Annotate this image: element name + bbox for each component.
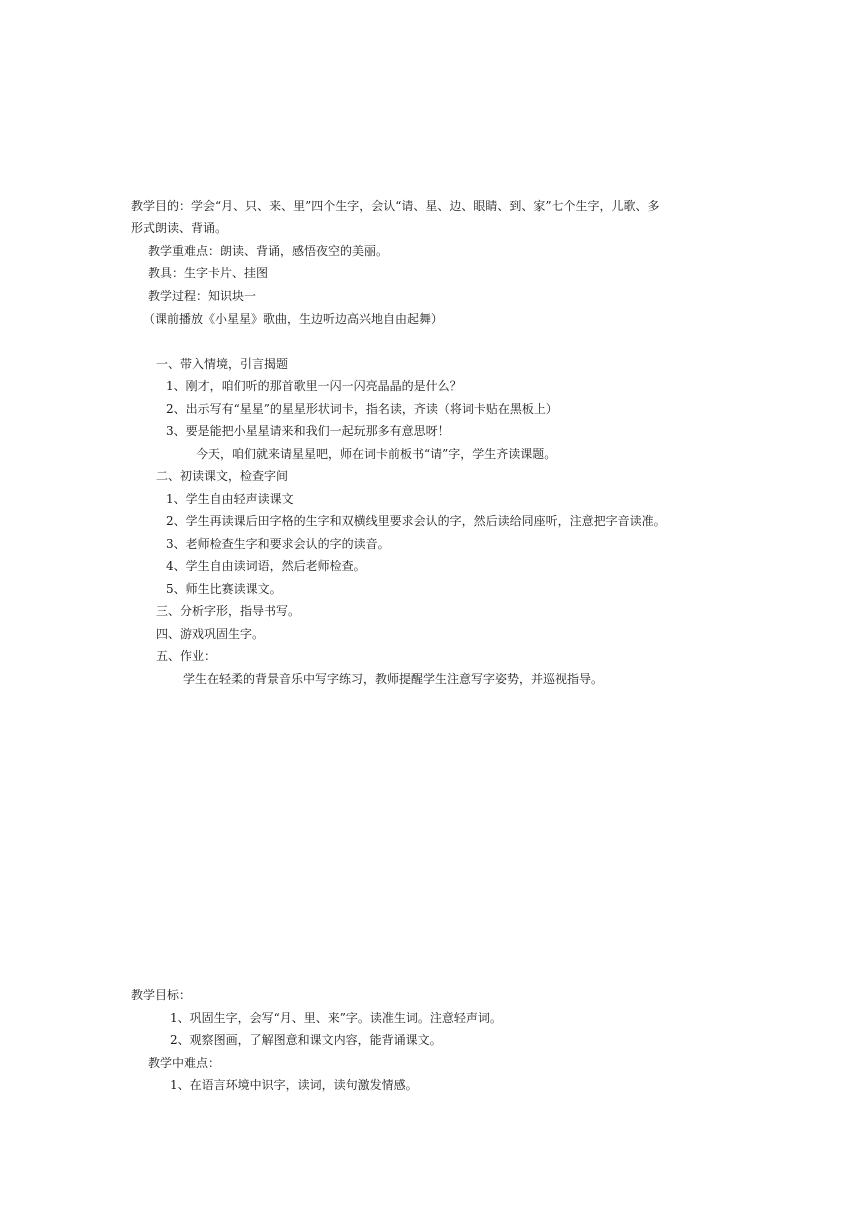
step2-item: 5、师生比赛读课文。 <box>166 582 282 596</box>
step5-content: 学生在轻柔的背景音乐中写字练习，教师提醒学生注意写字姿势，并巡视指导。 <box>183 672 604 686</box>
teaching-tools: 教具：生字卡片、挂图 <box>148 266 269 280</box>
pre-class-note: （课前播放《小星星》歌曲，生边听边高兴地自由起舞） <box>143 312 444 326</box>
step2-item: 4、学生自由读词语，然后老师检查。 <box>166 559 366 573</box>
teaching-difficulty: 教学重难点：朗读、背诵，感悟夜空的美丽。 <box>148 244 389 258</box>
teaching-objective-line1: 教学目的：学会“月、只、来、里”四个生字，会认“请、星、边、眼睛、到、家”七个生字，儿歌、多 <box>131 199 660 213</box>
teaching-process: 教学过程：知识块一 <box>148 289 257 303</box>
step1-item: 3、要是能把小星星请来和我们一起玩那多有意思呀！ <box>166 424 450 438</box>
section2-objective-item: 2、观察图画，了解图意和课文内容，能背诵课文。 <box>170 1033 442 1047</box>
step3-heading: 三、分析字形，指导书写。 <box>156 604 301 618</box>
section2-difficulty-item: 1、在语言环境中识字，读词，读句激发情感。 <box>170 1078 418 1092</box>
step2-item: 3、老师检查生字和要求会认的字的读音。 <box>166 537 390 551</box>
step5-heading: 五、作业： <box>156 649 217 663</box>
step2-item: 1、学生自由轻声读课文 <box>166 492 294 506</box>
step2-heading: 二、初读课文，检查字间 <box>156 469 289 483</box>
step1-note: 今天，咱们就来请星星吧，师在词卡前板书“请”字，学生齐读课题。 <box>196 447 557 461</box>
section2-objective-item: 1、巩固生字，会写“月、里、来”字。读准生词。注意轻声词。 <box>170 1011 502 1025</box>
teaching-objective-line2: 形式朗读、背诵。 <box>131 221 228 235</box>
step1-heading: 一、带入情境，引言揭题 <box>156 357 289 371</box>
section2-difficulty-heading: 教学中难点： <box>148 1056 221 1070</box>
step1-item: 1、刚才，咱们听的那首歌里一闪一闪亮晶晶的是什么？ <box>166 379 462 393</box>
section2-objective-heading: 教学目标： <box>131 988 192 1002</box>
step4-heading: 四、游戏巩固生字。 <box>156 627 265 641</box>
step2-item: 2、学生再读课后田字格的生字和双横线里要求会认的字，然后读给同座听，注意把字音读准。 <box>166 514 666 528</box>
step1-item: 2、出示写有“星星”的星星形状词卡，指名读，齐读（将词卡贴在黑板上） <box>166 402 558 416</box>
